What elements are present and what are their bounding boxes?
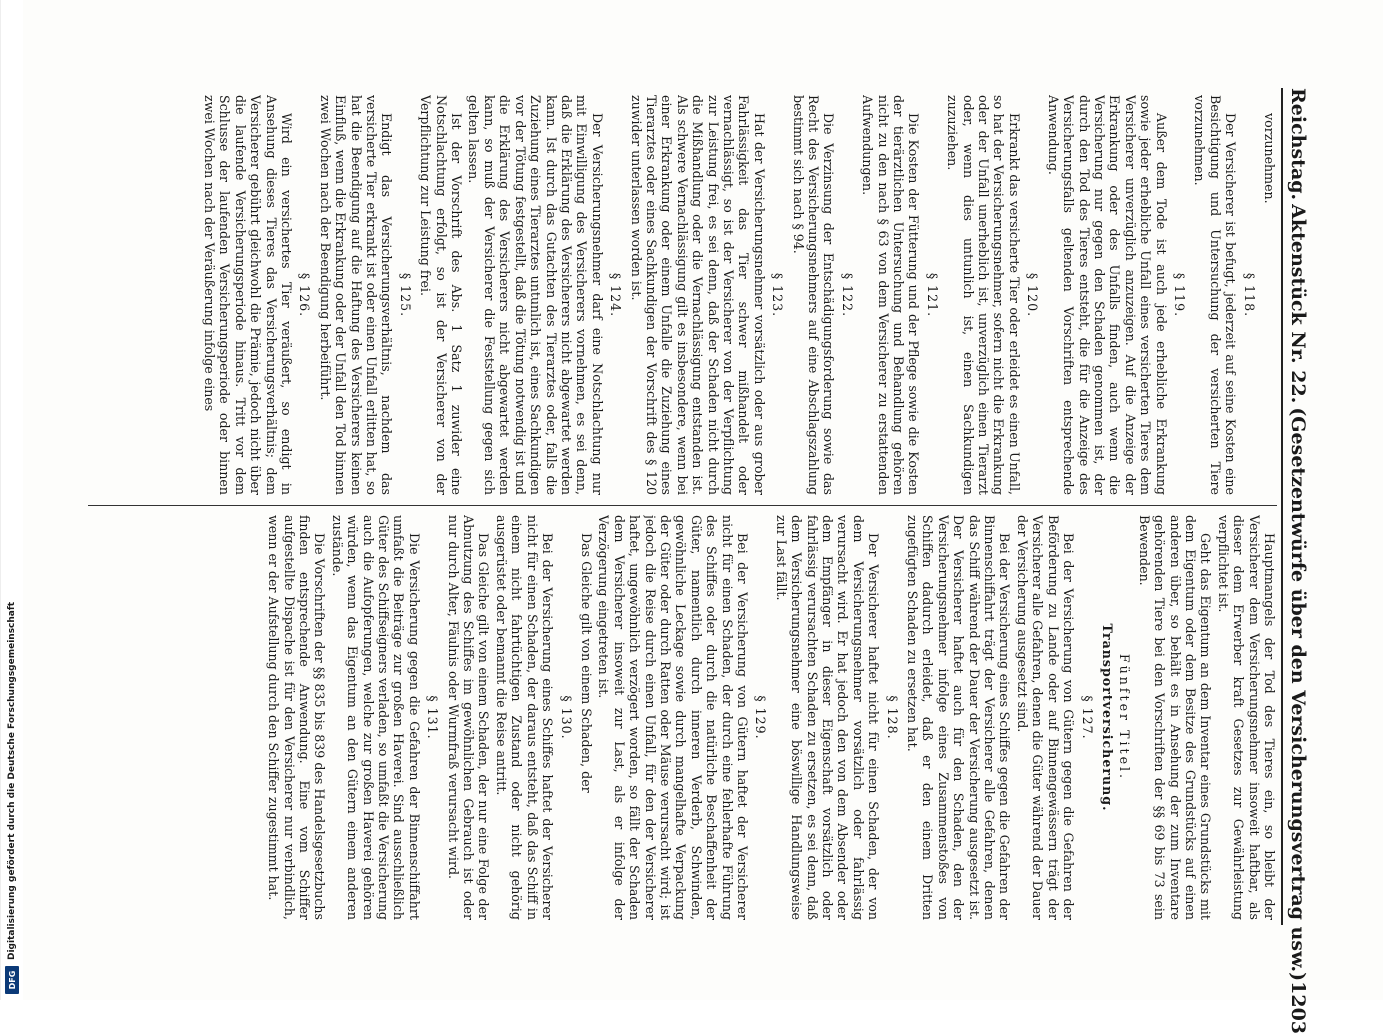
paragraph: Endigt das Versicherungsverhältnis, nachdem das versicherte Tier erkrankt ist oder einen Unfall erlitten hat, so hat die Beendigung auf die Haftung des Versicherers keinen Einfluß, wenn die Erkrankung oder der Unfall den Tod binnen zwei Wochen nach der Beendigung herbeiführt. bbox=[317, 95, 395, 495]
section-number: § 124. bbox=[608, 272, 624, 318]
paragraph: Das Gleiche gilt von einem Schaden, der bbox=[578, 533, 594, 793]
right-column bbox=[88, 515, 1277, 920]
section-number: § 130. bbox=[558, 695, 574, 740]
header-aktenstueck: Aktenstück Nr. 22. bbox=[1287, 204, 1309, 404]
paragraph: Bei der Versicherung eines Schiffes haftet der Versicherer nicht für einen Schaden, der daraus entsteht, daß das Schiff in einem nicht fahrtüchtigen Zustand oder nicht gehörig ausgerüstet oder bemannt die Reise antritt. bbox=[493, 515, 556, 920]
page-number: 1203 bbox=[1287, 981, 1309, 1034]
paragraph: vorzunehmen. bbox=[1262, 113, 1277, 204]
page-header bbox=[1285, 88, 1311, 1034]
section-number: § 128. bbox=[884, 695, 900, 740]
paragraph: Der Versicherer haftet nicht für einen Schaden, der von dem Versicherungsnehmer vorsätzlich oder fahrlässig verursacht wird. Er hat jedoch den von dem Absender oder dem Empfänger in dieser Eigenschaft vorsätzlich oder fahrlässig verursachten Schaden zu ersetzen, es sei denn, daß dem Versicherungsnehmer eine böswillige Handlungsweise zur Last fällt. bbox=[773, 515, 882, 920]
section-number: § 123. bbox=[770, 272, 786, 318]
paragraph: Bei der Versicherung eines Schiffes gegen die Gefahren der Binnenschiffahrt trägt der Versicherer alle Gefahren, denen das Schiff während der Dauer der Versicherung ausgesetzt ist. Der Versicherer haftet auch für den Schaden, den der Versicherungsnehmer infolge eines Zusammenstoßes von Schiffen dadurch erleidet, daß er den einem Dritten zugefügten Schaden zu ersetzen hat. bbox=[905, 515, 1013, 920]
paragraph: Ist der Vorschrift des Abs. 1 Satz 1 zuwider eine Notschlachtung erfolgt, so ist der Versicherer von der Verpflichtung zur Leistung frei. bbox=[418, 95, 465, 495]
section-number: § 119. bbox=[1171, 272, 1187, 318]
header-doc: Reichstag. bbox=[1287, 88, 1309, 201]
paragraph: Die Versicherung gegen die Gefahren der Binnenschiffahrt umfaßt die Beiträge zur großen Haverei. Sind ausschließlich Güter des Schiffseigners verladen, so umfaßt die Versicherung auch die Aufopferungen, welche zur großen Haverei gehören würden, wenn das Eigentum an den Gütern einem anderen zustände. bbox=[329, 515, 422, 920]
paragraph: Außer dem Tode ist auch jede erhebliche Erkrankung sowie jeder erhebliche Unfall eines versicherten Tieres dem Versicherer unverzüglich anzuzeigen. Auf die Anzeige der Erkrankung oder des Unfalls finden, auch wenn die Versicherung nur gegen den Schaden genommen ist, der durch den Tod des Tieres entsteht, die für die Anzeige des Versicherungsfalls geltenden Vorschriften entsprechende Anwendung. bbox=[1045, 95, 1169, 495]
dfg-logo: DFG bbox=[5, 966, 19, 994]
section-number: § 127. bbox=[1079, 695, 1095, 740]
paragraph: Erkrankt das versicherte Tier oder erleidet es einen Unfall, so hat der Versicherungsnehmer, sofern nicht die Erkrankung oder der Unfall unerheblich ist, unverzüglich einen Tierarzt oder, wenn dies untunlich ist, einen Sachkundigen zuzuziehen. bbox=[945, 95, 1022, 495]
paragraph: Bei der Versicherung von Gütern gegen die Gefahren der Beförderung zu Lande oder auf Binnengewässern trägt der Versicherer alle Gefahren, denen die Güter während der Dauer der Versicherung ausgesetzt sind. bbox=[1014, 515, 1077, 920]
section-number: § 126. bbox=[297, 272, 313, 318]
paragraph: Die Kosten der Fütterung und der Pflege sowie die Kosten der tierärztlichen Untersuchung und Behandlung gehören nicht zu den nach § 63 von dem Versicherer zu erstattenden Aufwendungen. bbox=[860, 95, 922, 495]
paragraph: Der Versicherungsnehmer darf eine Notschlachtung nur mit Einwilligung des Versicherers vornehmen, es sei denn, daß die Erklärung des Versicherers nicht abgewartet werden kann. Ist durch das Gutachten des Tierarztes oder, falls die Zuziehung eines Tierarztes untunlich ist, eines Sachkundigen vor der Tötung festgestellt, daß die Tötung notwendig ist und die Erklärung des Versicherers nicht abgewartet werden kann, so muß der Versicherer die Feststellung gegen sich gelten lassen. bbox=[466, 95, 605, 495]
footer-text: Digitalisierung gefördert durch die Deutsche Forschungsgemeinschaft bbox=[7, 601, 17, 960]
paragraph: Das Gleiche gilt von einem Schaden, der nur eine Folge der Abnutzung des Schiffes im gewöhnlichen Gebrauch ist oder nur durch Alter, Fäulnis oder Wurmfraß verursacht wird. bbox=[445, 515, 492, 920]
section-number: § 125. bbox=[397, 272, 413, 318]
header-rule bbox=[1281, 88, 1283, 925]
left-column bbox=[88, 95, 1277, 495]
section-number: § 120. bbox=[1025, 272, 1041, 318]
section-number: § 118. bbox=[1241, 272, 1257, 318]
paragraph: Der Versicherer ist befugt, jederzeit auf seine Kosten eine Besichtigung und Untersuchung der versicherten Tiere vorzunehmen. bbox=[1192, 95, 1239, 495]
paragraph: Hauptmangels der Tod des Tieres ein, so bleibt der Versicherer dem Versicherungsnehmer insoweit haftbar, als dieser dem Erwerber kraft Gesetzes zur Gewährleistung verpflichtet ist. bbox=[1215, 515, 1277, 920]
paragraph: Hat der Versicherungsnehmer vorsätzlich oder aus grober Fahrlässigkeit das Tier schwer mißhandelt oder vernachlässigt, so ist der Versicherer von der Verpflichtung zur Leistung frei, es sei denn, daß der Schaden nicht durch die Mißhandlung oder die Vernachlässigung entstanden ist. Als schwere Vernachlässigung gilt es insbesondere, wenn bei einer Erkrankung oder einem Unfalle die Zuziehung eines Tierarztes oder eines Sachkundigen der Vorschrift des § 120 zuwider unterlassen worden ist. bbox=[628, 95, 767, 495]
paragraph: Die Verzinsung der Entschädigungsforderung sowie das Recht des Versicherungsnehmers auf eine Abschlagszahlung bestimmt sich nach § 94. bbox=[790, 95, 837, 495]
header-subject: (Gesetzentwürfe über den Versicherungsvertrag usw.) bbox=[1287, 407, 1309, 982]
section-number: § 129. bbox=[753, 695, 769, 740]
paragraph: Geht das Eigentum an dem Inventar eines Grundstücks mit dem Eigentum oder dem Besitze des Grundstücks auf einen anderen über, so behält es in Ansehung der zum Inventare gehörenden Tiere bei den Vorschriften der §§ 69 bis 73 sein Bewenden. bbox=[1136, 515, 1214, 920]
section-heading: Transportversicherung. bbox=[1099, 623, 1115, 812]
column-divider bbox=[88, 505, 1277, 506]
footer-credit bbox=[0, 0, 23, 1000]
paragraph: Bei der Versicherung von Gütern haftet der Versicherer nicht für einen Schaden, der durch eine fehlerhafte Führung des Schiffes oder durch die natürliche Beschaffenheit der Güter, namentlich durch inneren Verderb, Schwinden, gewöhnliche Leckage sowie durch mangelhafte Verpackung der Güter oder durch Ratten oder Mäuse verursacht wird; ist jedoch die Reise durch einen Unfall, für den der Versicherer haftet, ungewöhnlich verzögert worden, so fällt der Schaden dem Versicherer insoweit zur Last, als er infolge der Verzögerung eingetreten ist. bbox=[596, 515, 750, 920]
section-number: § 122. bbox=[839, 272, 855, 318]
section-number: § 121. bbox=[924, 272, 940, 318]
paragraph: Die Vorschriften der §§ 835 bis 839 des Handelsgesetzbuchs finden entsprechende Anwendung. Eine vom Schiffer aufgestellte Dispache ist für den Versicherer nur verbindlich, wenn er der Aufstellung durch den Schiffer zugestimmt hat. bbox=[266, 515, 328, 920]
section-number: § 131. bbox=[425, 695, 441, 740]
title-label: Fünfter Titel. bbox=[1117, 653, 1133, 782]
paragraph: Wird ein versichertes Tier veräußert, so endigt in Ansehung dieses Tieres das Versicherungsverhältnis; dem Versicherer gebührt gleichwohl die Prämie, jedoch nicht über die laufende Versicherungsperiode hinaus. Tritt vor dem Schlusse der laufenden Versicherungsperiode oder binnen zwei Wochen nach der Veräußerung infolge eines bbox=[202, 95, 295, 495]
